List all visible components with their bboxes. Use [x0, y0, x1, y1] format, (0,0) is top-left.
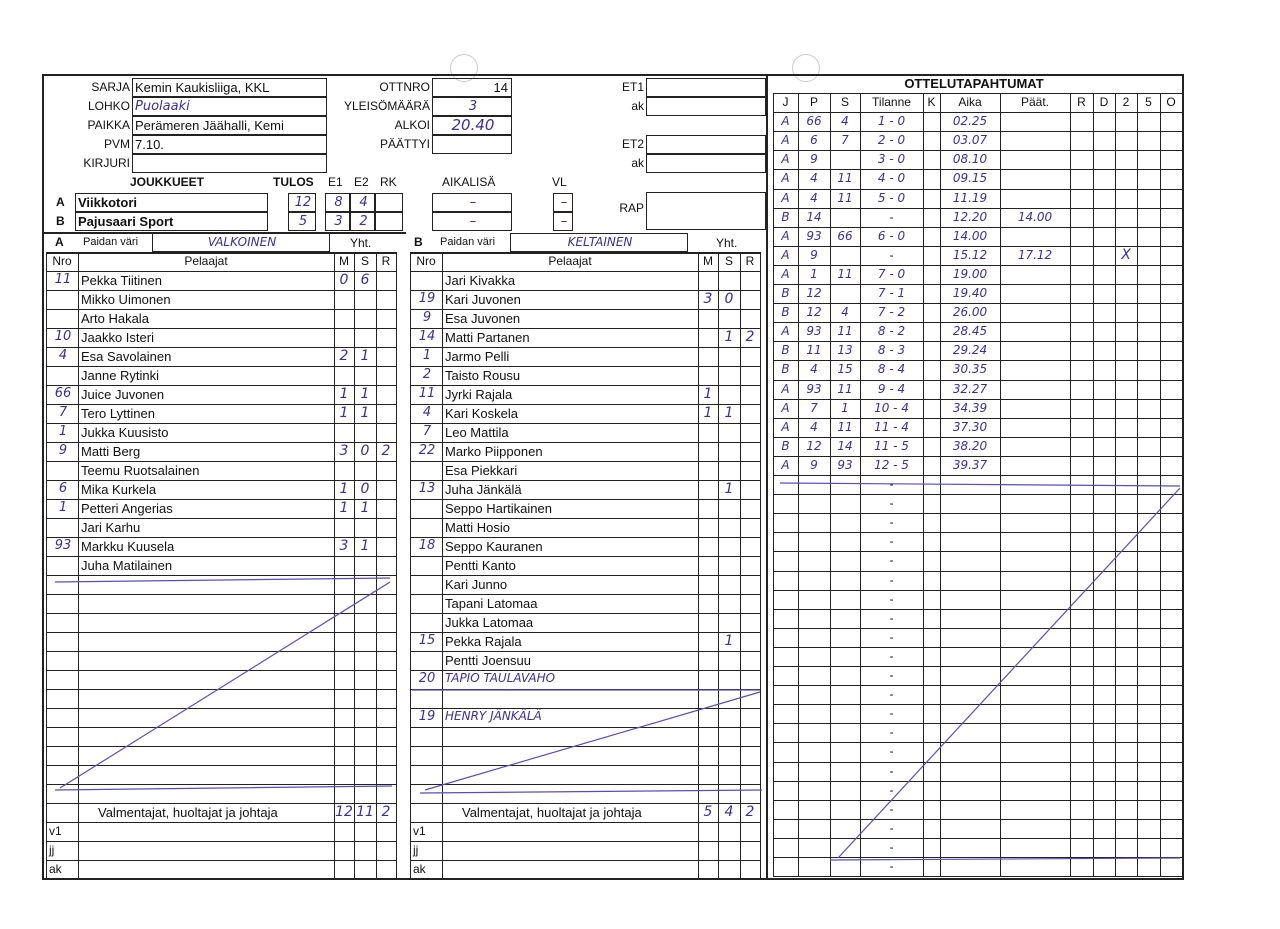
player-number[interactable]: 1 — [58, 424, 68, 439]
event-empty-score: - — [889, 839, 894, 854]
sarja-field[interactable]: Kemin Kaukisliiga, KKL — [132, 78, 327, 97]
player-goals[interactable]: 1 — [703, 386, 713, 402]
event-j[interactable]: A — [781, 457, 790, 472]
event-empty-score: - — [889, 859, 894, 873]
event-aika[interactable]: 12.20 — [952, 209, 988, 224]
event-s[interactable]: 11 — [837, 324, 853, 339]
player-name[interactable]: Kari Koskela — [445, 406, 518, 421]
roster-a-paidan-label: Paidan väri — [83, 236, 139, 248]
event-tilanne[interactable]: 2 - 0 — [877, 133, 906, 148]
player-goals[interactable]: 2 — [339, 348, 349, 364]
event-s[interactable]: 11 — [837, 266, 853, 281]
event-empty-score: - — [889, 725, 894, 740]
player-name[interactable]: Jarmo Pelli — [445, 349, 510, 364]
event-p[interactable]: 1 — [810, 266, 818, 281]
events-k-header: K — [927, 95, 936, 109]
event-empty-score: - — [889, 591, 894, 606]
event-j[interactable]: B — [781, 209, 790, 224]
events-c5-header: 5 — [1145, 95, 1152, 109]
player-name[interactable]: Seppo Kauranen — [445, 539, 543, 554]
event-tilanne[interactable]: 7 - 0 — [877, 266, 906, 281]
team-a-vl[interactable]: – — [553, 193, 573, 212]
roster-b-paidan-field[interactable]: KELTAINEN — [510, 233, 688, 252]
player-name[interactable]: Juice Juvonen — [81, 387, 165, 402]
player-number[interactable]: 9 — [58, 443, 68, 458]
player-number[interactable]: 7 — [422, 424, 432, 439]
event-aika[interactable]: 39.37 — [952, 457, 988, 472]
event-p[interactable]: 4 — [810, 190, 818, 205]
e1-label: E1 — [328, 175, 343, 189]
player-goals[interactable]: 3 — [703, 291, 713, 307]
player-assists[interactable]: 6 — [360, 272, 370, 288]
event-tilanne[interactable]: - — [889, 209, 894, 224]
player-name[interactable]: Markku Kuusela — [81, 539, 175, 554]
event-p[interactable]: 93 — [806, 228, 822, 243]
player-penalties[interactable]: 2 — [745, 329, 755, 345]
pvm-field[interactable]: 7.10. — [132, 135, 327, 154]
ottnro-field[interactable]: 14 — [432, 78, 512, 97]
event-j[interactable]: A — [781, 400, 790, 415]
event-empty-score: - — [889, 610, 894, 625]
event-paat[interactable]: 17.12 — [1017, 247, 1053, 262]
player-name[interactable]: Arto Hakala — [81, 311, 149, 326]
event-j[interactable]: A — [781, 133, 790, 148]
events-j-header: J — [782, 95, 789, 109]
event-empty-score: - — [889, 629, 894, 644]
player-assists[interactable]: 0 — [360, 443, 370, 459]
event-j[interactable]: A — [781, 381, 790, 396]
rosterB-total-penalties: 2 — [745, 804, 755, 820]
event-tilanne[interactable]: 9 - 4 — [877, 381, 906, 396]
rosterA-total-penalties: 2 — [381, 804, 391, 820]
player-name[interactable]: Pentti Joensuu — [445, 653, 532, 668]
player-name[interactable]: Janne Rytinki — [81, 368, 160, 383]
rosterB-m-header: M — [703, 254, 713, 268]
rosterB-s-header: S — [724, 254, 733, 268]
player-number[interactable]: 20 — [418, 671, 436, 686]
event-empty-score: - — [889, 706, 894, 721]
event-aika[interactable]: 14.00 — [952, 228, 988, 243]
event-s[interactable]: 13 — [837, 343, 853, 358]
event-j[interactable]: A — [781, 324, 790, 339]
event-tilanne[interactable]: 11 - 4 — [874, 419, 909, 434]
events-r-header: R — [1077, 95, 1086, 109]
player-name[interactable]: Mikko Uimonen — [81, 292, 171, 307]
event-s[interactable]: 11 — [837, 381, 853, 396]
event-tilanne[interactable]: 1 - 0 — [877, 114, 906, 129]
event-s[interactable]: 93 — [837, 457, 853, 472]
rap-label: RAP — [619, 201, 644, 215]
player-goals[interactable]: 1 — [339, 500, 349, 516]
player-assists[interactable]: 1 — [360, 405, 370, 421]
event-s[interactable]: 4 — [841, 305, 849, 320]
team-b-letter: B — [56, 214, 65, 228]
player-name[interactable]: HENRY JÄNKÄLÄ — [445, 709, 542, 723]
rosterB-ak-label: ak — [413, 862, 426, 876]
team-b-name[interactable]: Pajusaari Sport — [75, 212, 268, 231]
event-p[interactable]: 12 — [806, 305, 822, 320]
event-p[interactable]: 93 — [806, 324, 822, 339]
player-assists[interactable]: 1 — [360, 500, 370, 516]
roster-a-paidan-field[interactable]: VALKOINEN — [152, 233, 330, 252]
event-empty-score: - — [889, 801, 894, 816]
roster-b-yht-label: Yht. — [716, 236, 738, 250]
event-tilanne[interactable]: 12 - 5 — [874, 457, 909, 472]
event-aika[interactable]: 11.19 — [952, 190, 988, 205]
player-name[interactable]: Matti Berg — [81, 444, 141, 459]
event-s[interactable]: 15 — [837, 362, 853, 377]
event-tilanne[interactable]: 5 - 0 — [877, 190, 906, 205]
alkoi-label: ALKOI — [394, 118, 430, 132]
event-j[interactable]: B — [781, 305, 790, 320]
alkoi-field[interactable]: 20.40 — [432, 116, 512, 135]
player-name[interactable]: Mika Kurkela — [81, 482, 157, 497]
event-p[interactable]: 93 — [806, 381, 822, 396]
player-name[interactable]: Tapani Latomaa — [445, 596, 538, 611]
event-s[interactable]: 11 — [837, 171, 853, 186]
event-tilanne[interactable]: 4 - 0 — [877, 171, 906, 186]
event-aika[interactable]: 32.27 — [952, 381, 988, 396]
player-name[interactable]: Pentti Kanto — [445, 558, 516, 573]
event-tilanne[interactable]: 11 - 5 — [874, 438, 909, 453]
player-goals[interactable]: 0 — [339, 272, 349, 288]
sarja-label: SARJA — [91, 80, 130, 94]
lohko-field[interactable]: Puolaaki — [132, 97, 327, 116]
event-p[interactable]: 9 — [810, 247, 818, 262]
event-s[interactable]: 66 — [837, 228, 853, 243]
player-assists[interactable]: 0 — [724, 291, 734, 307]
event-p[interactable]: 9 — [810, 457, 818, 472]
event-empty-score: - — [889, 763, 894, 778]
rosterA-pelaajat-header: Pelaajat — [184, 254, 228, 268]
event-aika[interactable]: 09.15 — [952, 171, 988, 186]
player-name[interactable]: Jukka Latomaa — [445, 615, 534, 630]
event-paat[interactable]: 14.00 — [1017, 209, 1053, 224]
et1-label: ET1 — [621, 80, 644, 94]
player-name[interactable]: Petteri Angerias — [81, 501, 173, 516]
roster-b-letter: B — [414, 235, 423, 249]
event-j[interactable]: A — [781, 171, 790, 186]
event-j[interactable]: B — [781, 438, 790, 453]
player-number[interactable]: 6 — [58, 481, 68, 496]
kirjuri-label: KIRJURI — [83, 156, 130, 170]
yleiso-field[interactable]: 3 — [432, 97, 512, 116]
ottnro-label: OTTNRO — [379, 80, 430, 94]
player-name[interactable]: Tero Lyttinen — [81, 406, 155, 421]
event-j[interactable]: A — [781, 152, 790, 167]
player-penalties[interactable]: 2 — [381, 443, 391, 459]
event-tilanne[interactable]: 6 - 0 — [877, 228, 906, 243]
team-b-aikalisa[interactable]: – — [432, 212, 512, 231]
event-aika[interactable]: 03.07 — [952, 133, 988, 148]
event-tilanne[interactable]: 3 - 0 — [877, 152, 906, 167]
event-p[interactable]: 6 — [810, 133, 818, 148]
rosterA-valmentajat-label: Valmentajat, huoltajat ja johtaja — [98, 805, 278, 820]
event-aika[interactable]: 08.10 — [952, 152, 988, 167]
player-name[interactable]: Kari Juvonen — [445, 292, 521, 307]
player-number[interactable]: 4 — [58, 348, 68, 363]
event-j[interactable]: A — [781, 419, 790, 434]
rosterA-m-header: M — [339, 254, 349, 268]
player-name[interactable]: Taisto Rousu — [445, 368, 521, 383]
event-aika[interactable]: 28.45 — [952, 324, 988, 339]
event-j[interactable]: B — [781, 362, 790, 377]
roster-b-paidan-label: Paidan väri — [440, 236, 496, 248]
event-p[interactable]: 7 — [810, 400, 818, 415]
yleiso-label: YLEISÖMÄÄRÄ — [343, 99, 430, 113]
rosterB-nro-header: Nro — [416, 254, 436, 268]
player-number[interactable]: 14 — [418, 329, 436, 344]
events-p-header: P — [809, 95, 818, 109]
player-number[interactable]: 11 — [54, 272, 72, 287]
player-name[interactable]: Teemu Ruotsalainen — [81, 463, 200, 478]
vl-label: VL — [552, 175, 567, 189]
paikka-label: PAIKKA — [87, 118, 130, 132]
player-assists[interactable]: 0 — [360, 481, 370, 497]
event-p[interactable]: 66 — [806, 114, 822, 129]
event-s[interactable]: 11 — [837, 419, 853, 434]
player-assists[interactable]: 1 — [360, 386, 370, 402]
events-paat-header: Päät. — [1020, 95, 1050, 109]
event-p[interactable]: 4 — [810, 362, 818, 377]
event-aika[interactable]: 26.00 — [952, 305, 988, 320]
event-aika[interactable]: 19.00 — [952, 266, 988, 281]
event-p[interactable]: 4 — [810, 171, 818, 186]
player-number[interactable]: 4 — [422, 405, 432, 420]
rosterB-pelaajat-header: Pelaajat — [548, 254, 592, 268]
player-name[interactable]: Kari Junno — [445, 577, 508, 592]
rosterA-total-goals: 12 — [335, 804, 353, 820]
event-empty-score: - — [889, 496, 894, 511]
player-goals[interactable]: 1 — [703, 405, 713, 421]
events-s-header: S — [840, 95, 849, 109]
events-c2-header: 2 — [1122, 95, 1130, 109]
lohko-label: LOHKO — [87, 99, 130, 113]
event-tilanne[interactable]: 8 - 2 — [877, 324, 906, 339]
player-name[interactable]: Pekka Rajala — [445, 634, 522, 649]
player-number[interactable]: 66 — [54, 386, 72, 401]
player-goals[interactable]: 3 — [339, 443, 349, 459]
player-number[interactable]: 7 — [58, 405, 68, 420]
player-name[interactable]: Jari Karhu — [81, 520, 141, 535]
event-aika[interactable]: 30.35 — [952, 362, 988, 377]
event-j[interactable]: A — [781, 247, 790, 262]
event-s[interactable]: 1 — [841, 400, 849, 415]
player-number[interactable]: 1 — [58, 500, 68, 515]
event-empty-score: - — [889, 572, 894, 587]
event-aika[interactable]: 19.40 — [952, 286, 988, 300]
event-aika[interactable]: 34.39 — [952, 400, 988, 415]
player-number[interactable]: 9 — [422, 310, 432, 325]
player-number[interactable]: 11 — [418, 386, 436, 401]
rosterB-jj-label: jj — [413, 843, 419, 857]
rk-label: RK — [380, 175, 397, 189]
et1-ak-label: ak — [631, 99, 644, 113]
player-name[interactable]: TAPIO TAULAVAHO — [445, 671, 556, 685]
player-goals[interactable]: 1 — [339, 481, 349, 497]
player-goals[interactable]: 1 — [339, 405, 349, 421]
event-tilanne[interactable]: 10 - 4 — [874, 400, 909, 415]
event-mark[interactable]: X — [1121, 246, 1131, 263]
event-aika[interactable]: 02.25 — [952, 114, 988, 129]
event-s[interactable]: 4 — [841, 114, 849, 129]
player-name[interactable]: Seppo Hartikainen — [445, 501, 552, 516]
rosterB-total-goals: 5 — [703, 804, 713, 820]
event-s[interactable]: 7 — [841, 133, 849, 148]
event-empty-score: - — [889, 782, 894, 797]
team-a-e1[interactable]: 8 — [325, 193, 350, 212]
team-a-e2[interactable]: 4 — [350, 193, 375, 212]
events-tilanne-header: Tilanne — [872, 95, 911, 109]
player-goals[interactable]: 1 — [339, 386, 349, 402]
event-p[interactable]: 12 — [806, 286, 822, 300]
player-number[interactable]: 22 — [418, 443, 436, 458]
player-number[interactable]: 2 — [422, 367, 432, 382]
event-p[interactable]: 4 — [810, 419, 818, 434]
events-o-header: O — [1166, 95, 1176, 109]
player-number[interactable]: 19 — [418, 709, 436, 724]
player-number[interactable]: 1 — [422, 348, 432, 363]
event-tilanne[interactable]: 7 - 1 — [877, 286, 906, 300]
event-empty-score: - — [889, 687, 894, 702]
rosterB-v1-label: v1 — [413, 824, 426, 838]
team-a-aikalisa[interactable]: – — [432, 193, 512, 212]
event-p[interactable]: 11 — [806, 343, 822, 358]
team-b-vl[interactable]: – — [553, 212, 573, 231]
rosterA-ak-label: ak — [49, 862, 62, 876]
event-j[interactable]: B — [781, 343, 790, 358]
events-d-header: D — [1099, 95, 1109, 109]
player-number[interactable]: 15 — [418, 633, 436, 648]
events-title: OTTELUTAPAHTUMAT — [904, 76, 1044, 91]
player-assists[interactable]: 1 — [724, 329, 734, 345]
player-name[interactable]: Matti Hosio — [445, 520, 511, 535]
player-name[interactable]: Juha Jänkälä — [445, 482, 522, 497]
paattyi-label: PÄÄTTYI — [379, 137, 430, 151]
event-j[interactable]: B — [781, 286, 790, 300]
rosterA-total-assists: 11 — [356, 804, 374, 820]
player-number[interactable]: 19 — [418, 291, 436, 306]
event-empty-score: - — [889, 534, 894, 549]
roster-a-yht-label: Yht. — [350, 236, 372, 250]
rosterB-r-header: R — [745, 254, 755, 268]
team-b-e1[interactable]: 3 — [325, 212, 350, 231]
event-s[interactable]: 11 — [837, 190, 853, 205]
event-p[interactable]: 9 — [810, 152, 818, 167]
event-tilanne[interactable]: 7 - 2 — [877, 305, 906, 320]
paikka-field[interactable]: Perämeren Jäähalli, Kemi — [132, 116, 327, 135]
e2-label: E2 — [354, 175, 369, 189]
tulos-label: TULOS — [273, 175, 314, 189]
event-s[interactable]: 14 — [837, 438, 853, 453]
joukkueet-label: JOUKKUEET — [130, 175, 205, 189]
rosterA-r-header: R — [381, 254, 391, 268]
event-tilanne[interactable]: 8 - 3 — [877, 343, 906, 358]
event-j[interactable]: A — [781, 190, 790, 205]
event-empty-score: - — [889, 648, 894, 663]
rosterB-total-assists: 4 — [724, 804, 734, 820]
player-assists[interactable]: 1 — [360, 348, 370, 364]
et2-ak-label: ak — [631, 156, 644, 170]
rosterB-valmentajat-label: Valmentajat, huoltajat ja johtaja — [462, 805, 642, 820]
player-name[interactable]: Leo Mattila — [445, 425, 509, 440]
player-number[interactable]: 93 — [54, 538, 72, 553]
rosterA-jj-label: jj — [49, 843, 55, 857]
event-j[interactable]: A — [781, 114, 790, 129]
event-aika[interactable]: 29.24 — [952, 343, 988, 358]
player-name[interactable]: Marko Piipponen — [445, 444, 543, 459]
player-assists[interactable]: 1 — [724, 633, 734, 649]
player-number[interactable]: 13 — [418, 481, 436, 496]
team-a-letter: A — [56, 195, 65, 209]
pvm-label: PVM — [103, 137, 130, 151]
player-name[interactable]: Jari Kivakka — [445, 273, 516, 288]
player-name[interactable]: Esa Savolainen — [81, 349, 172, 364]
player-number[interactable]: 10 — [54, 329, 72, 344]
event-aika[interactable]: 15.12 — [952, 247, 988, 262]
event-empty-score: - — [889, 553, 894, 568]
event-empty-score: - — [889, 668, 894, 682]
et2-label: ET2 — [621, 137, 644, 151]
team-a-name[interactable]: Viikkotori — [75, 193, 268, 212]
rosterA-s-header: S — [360, 254, 369, 268]
player-assists[interactable]: 1 — [724, 481, 734, 497]
events-aika-header: Aika — [958, 95, 982, 109]
player-name[interactable]: Esa Juvonen — [445, 311, 521, 326]
team-b-tulos[interactable]: 5 — [288, 212, 316, 231]
event-tilanne[interactable]: 8 - 4 — [877, 362, 906, 377]
event-p[interactable]: 14 — [806, 209, 822, 224]
player-assists[interactable]: 1 — [360, 538, 370, 554]
event-p[interactable]: 12 — [806, 438, 822, 453]
team-a-tulos[interactable]: 12 — [288, 193, 316, 212]
rosterA-v1-label: v1 — [49, 824, 62, 838]
player-name[interactable]: Juha Matilainen — [81, 558, 173, 573]
event-aika[interactable]: 37.30 — [952, 419, 988, 434]
player-name[interactable]: Esa Piekkari — [445, 463, 518, 478]
roster-a-letter: A — [55, 235, 64, 249]
player-name[interactable]: Jukka Kuusisto — [81, 425, 169, 440]
team-b-e2[interactable]: 2 — [350, 212, 375, 231]
event-j[interactable]: A — [781, 228, 790, 243]
player-goals[interactable]: 3 — [339, 538, 349, 554]
event-empty-score: - — [889, 744, 894, 759]
player-name[interactable]: Matti Partanen — [445, 330, 530, 345]
event-tilanne[interactable]: - — [889, 247, 894, 262]
aikalisa-label: AIKALISÄ — [442, 175, 496, 189]
player-assists[interactable]: 1 — [724, 405, 734, 421]
event-empty-score: - — [889, 820, 894, 835]
player-name[interactable]: Jaakko Isteri — [81, 330, 154, 345]
event-j[interactable]: A — [781, 266, 790, 281]
player-name[interactable]: Pekka Tiitinen — [81, 273, 162, 288]
rosterA-nro-header: Nro — [52, 254, 72, 268]
player-number[interactable]: 18 — [418, 538, 436, 553]
event-aika[interactable]: 38.20 — [952, 438, 988, 453]
event-empty-score: - — [889, 477, 894, 491]
event-empty-score: - — [889, 515, 894, 530]
player-name[interactable]: Jyrki Rajala — [445, 387, 513, 402]
